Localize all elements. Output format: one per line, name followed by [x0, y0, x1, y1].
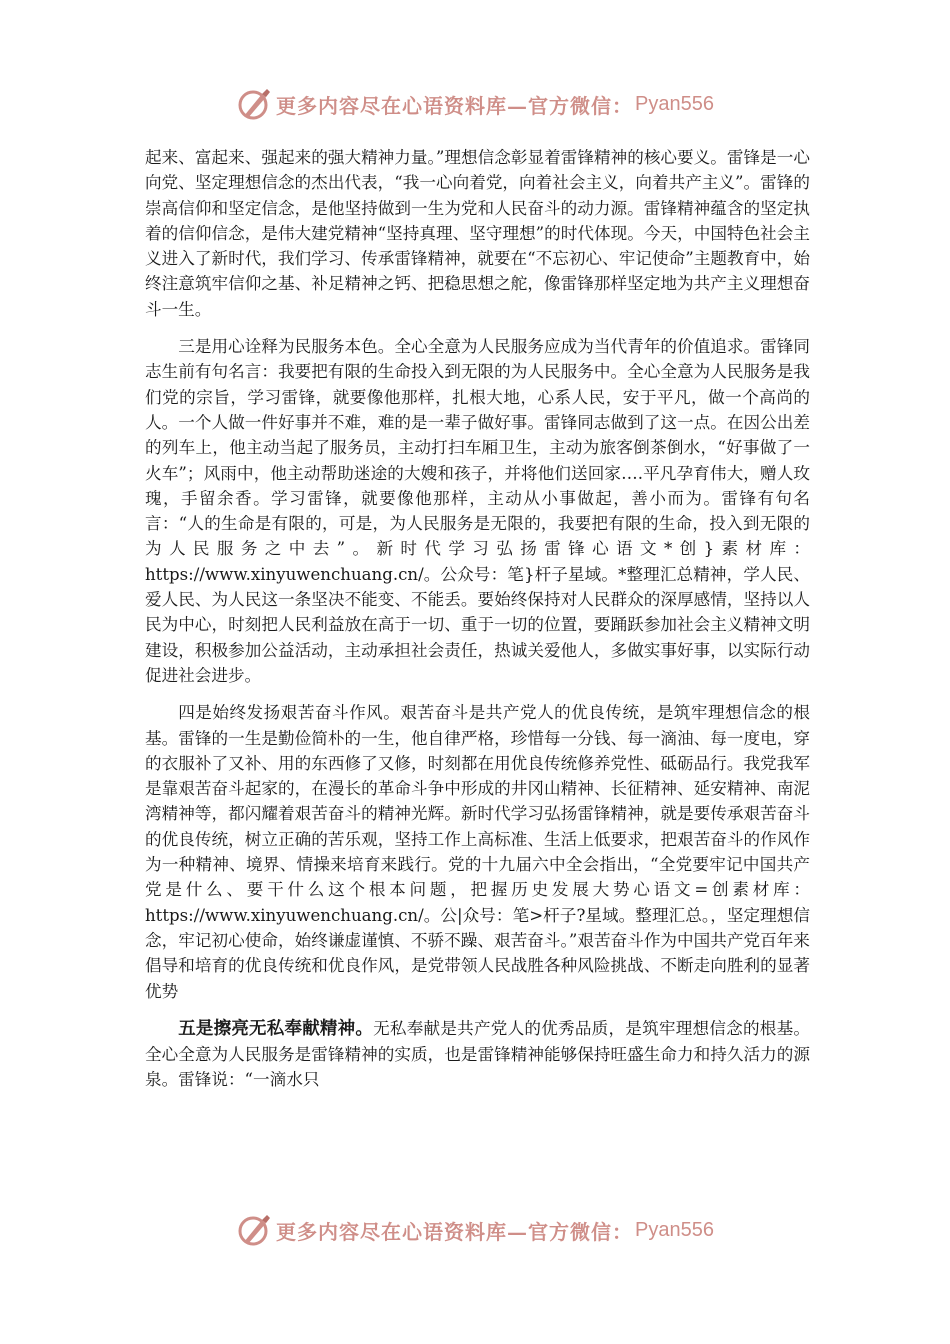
paragraph-4-text: 无私奉献是共产党人的优秀品质，是筑牢理想信念的根基。全心全意为人民服务是雷锋精神的实质，也是雷锋精神能够保持旺盛生命力和持久活力的源泉。雷锋说：“一滴水只: [145, 1018, 810, 1090]
footer-banner: [0, 1210, 950, 1250]
paragraph-4: [145, 1016, 810, 1093]
header-banner-id: Pyan556: [635, 92, 714, 115]
paragraph-2: 三是用心诠释为民服务本色。全心全意为人民服务应成为当代青年的价值追求。雷锋同志生前有句名言：我要把有限的生命投入到无限的为人民服务中。全心全意为人民服务是我们党的宗旨，学习雷锋，就要像他那样，扎根大地，心系人民，安于平凡，做一个高尚的人。一个人做一件好事并不难，难的是一辈子做好事。雷锋同志做到了这一点。在因公出差的列车上，他主动当起了服务员，主动打扫车厢卫生，主动为旅客倒茶倒水，“好事做了一火车”；风雨中，他主动帮助迷途的大嫂和孩子，并将他们送回家….平凡孕育伟大，赠人玫瑰，手留余香。学习雷锋，就要像他那样，主动从小事做起，善小而为。雷锋有句名言：“人的生命是有限的，可是，为人民服务是无限的，我要把有限的生命，投入到无限的为人民服务之中去”。新时代学习弘扬雷锋心语文*创}素材库：https://www.xinyuwenchuang.cn/。公众号：笔}杆子星域。*整理汇总精神，学人民、爱人民、为人民这一条坚决不能变、不能丢。要始终保持对人民群众的深厚感情，坚持以人民为中心，时刻把人民利益放在高于一切、重于一切的位置，要踊跃参加社会主义精神文明建设，积极参加公益活动，主动承担社会责任，热诚关爱他人，多做实事好事，以实际行动促进社会进步。: [145, 337, 810, 685]
header-banner-text: 更多内容尽在心语资料库—官方微信：: [276, 93, 634, 118]
paragraph-3: 四是始终发扬艰苦奋斗作风。艰苦奋斗是共产党人的优良传统，是筑牢理想信念的根基。雷锋的一生是勤俭简朴的一生，他自律严格，珍惜每一分钱、每一滴油、每一度电，穿的衣服补了又补、用的东西修了又修，时刻都在用优良传统修养党性、砥砺品行。我党我军是靠艰苦奋斗起家的，在漫长的革命斗争中形成的井冈山精神、长征精神、延安精神、南泥湾精神等，都闪耀着艰苦奋斗的精神光辉。新时代学习弘扬雷锋精神，就是要传承艰苦奋斗的优良传统，树立正确的苦乐观，坚持工作上高标准、生活上低要求，把艰苦奋斗的作风作为一种精神、境界、情操来培育来践行。党的十九届六中全会指出，“全党要牢记中国共产党是什么、要干什么这个根本问题，把握历史发展大势心语文=创素材库：https://www.xinyuwenchuang.cn/。公|众号：笔>杆子?星域。整理汇总。，坚定理想信念，牢记初心使命，始终谦虚谨慎、不骄不躁、艰苦奋斗。”艰苦奋斗作为中国共产党百年来倡导和培育的优良传统和优良作风，是党带领人民战胜各种风险挑战、不断走向胜利的显著优势: [145, 703, 810, 1001]
paragraph-1: 起来、富起来、强起来的强大精神力量。”理想信念彰显着雷锋精神的核心要义。雷锋是一心向党、坚定理想信念的杰出代表，“我一心向着党，向着社会主义，向着共产主义”。雷锋的崇高信仰和坚定信念，是他坚持做到一生为党和人民奋斗的动力源。雷锋精神蕴含的坚定执着的信仰信念，是伟大建党精神“坚持真理、坚守理想”的时代体现。今天，中国特色社会主义进入了新时代，我们学习、传承雷锋精神，就要在“不忘初心、牢记使命”主题教育中，始终注意筑牢信仰之基、补足精神之钙、把稳思想之舵，像雷锋那样坚定地为共产主义理想奋斗一生。: [145, 148, 810, 319]
footer-banner-id: Pyan556: [635, 1218, 714, 1241]
pen-logo-icon: [236, 86, 272, 122]
body-text: [145, 145, 810, 1093]
paragraph-4-heading: 五是擦亮无私奉献精神。: [178, 1018, 374, 1039]
header-banner: [0, 84, 950, 124]
footer-banner-text: 更多内容尽在心语资料库—官方微信：: [276, 1219, 634, 1244]
pen-logo-icon: [236, 1212, 272, 1248]
